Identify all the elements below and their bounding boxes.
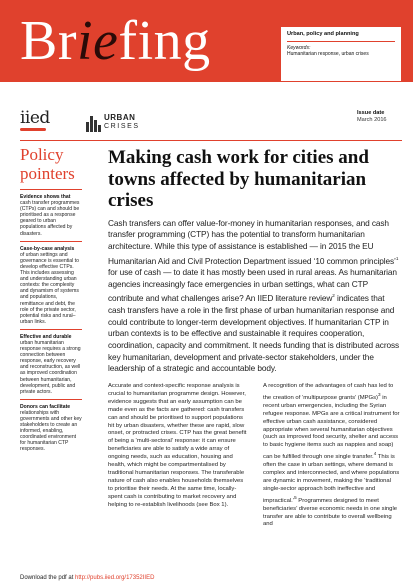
body-text-part: in recent urban emergencies, including the Syrian refugee response. MPGs are a critical instrument for effective urban cash assistance, considered appropriate when several humanitarian objectives (such as improved food security, shelter and access to basic hygiene items such as nappies and soap) can be fulfilled through one single transfer. <box>263 394 400 461</box>
policy-pointer <box>20 242 82 329</box>
brand-part-1: Br <box>20 10 77 72</box>
footnote-ref: 1 <box>395 255 399 261</box>
brand-part-3: fing <box>118 10 211 72</box>
lead-text-part: indicates that cash transfers have a role in the first phase of urban humanitarian response and could contribute to longer-term development objectives. If humanitarian CTP in urban contexts is to be effective and sustainable it requires cooperation, coordination, capacity and commitment. It needs funding that is distributed across key humanitarian, development and private-sector stakeholders, under the leadership of a strategic and accountable body. <box>108 293 400 374</box>
body-text-part: A recognition of the advantages of cash has led to the creation of ‘multipurpose grants’ (MPGs) <box>263 383 394 401</box>
lead-text-part: Cash transfers can offer value-for-money in humanitarian responses, and cash transfer programming (CTP) has the potential to transform humanitarian architecture. While this type of assistance is established — in 2015 the EU Humanitarian Aid and Civil Protection Department issued ‘10 common principles’ <box>108 217 396 266</box>
policy-pointers-title: Policy pointers <box>20 145 75 183</box>
issue-date-block <box>357 110 413 124</box>
iied-logo-text: iied <box>20 108 50 128</box>
iied-logo <box>20 108 50 128</box>
article-main <box>108 147 403 375</box>
footnote-ref: 5 <box>294 494 297 500</box>
pointer-heading: Evidence shows that <box>20 194 71 200</box>
article-title: Making cash work for cities and towns affected by humanitarian crises <box>108 147 369 211</box>
topic-box <box>281 27 401 81</box>
pointer-text: relationships with governments and other key stakeholders to create an informed, enabling, coordinated environment for humanitarian CTP responses. <box>20 409 82 453</box>
iied-logo-swoosh <box>20 128 46 131</box>
urban-crises-logo <box>86 113 166 135</box>
briefing-wordmark <box>20 6 211 76</box>
urban-crises-wordmark <box>104 113 140 131</box>
keywords-text: Humanitarian response, urban crises <box>287 51 369 57</box>
policy-pointer <box>20 190 82 241</box>
footnote-ref: 3 <box>378 391 381 397</box>
footnote-ref: 2 <box>332 293 335 299</box>
body-text-part: Programmes designed to meet beneficiaries’ diverse economic needs in one single transfer are able to contribute to overall wellbeing and <box>263 497 398 528</box>
policy-pointers-sidebar <box>20 145 82 457</box>
body-column-left: Accurate and context-specific response analysis is crucial to humanitarian programme design. However, evidence suggests that an early assumption can be made even as the facts are gathered: cash transfers can and should be prioritised to support populations hit by urban disasters, whether these are rapid, slow onset, or protracted crises. CTP has the great benefit of being a ‘multi-sectoral’ response: it can ensure beneficiaries are able to satisfy a wide array of ongoing needs, such as education, housing and health, which might be compartmentalised by traditional humanitarian responses. The transferable nature of cash also enables households themselves to prioritise their needs. At the same time, locally-spent cash is contributing to market recovery and helping to re-establish livelihoods (see Box 1). <box>108 383 247 508</box>
article-lead-paragraph <box>108 218 403 376</box>
pointer-text: of urban settings and governance is essential to develop effective CTPs. This includes assessing and understanding urban contexts: the complexity and dynamism of systems and populations, remittance and debt, the role of the private sector, potential risks and rural–urban links. <box>20 251 79 325</box>
download-prefix: Download the pdf at <box>20 575 76 581</box>
brand-part-2: ie <box>77 10 119 72</box>
footnote-ref: 4 <box>373 451 377 457</box>
pointer-heading: Case-by-case analysis <box>20 245 75 252</box>
urban-word: URBAN <box>104 113 136 122</box>
pointer-text: cash transfer programmes (CTPs) can and should be prioritised as a response geared to urban populations affected by disasters. <box>20 200 80 237</box>
body-text-part: This is often the case in urban settings, where demand is complex and interconnected, and where populations are dynamic in movement, making the ‘traditional single-sector approach both ineffective and impractical.’ <box>263 454 400 504</box>
briefing-header-band <box>0 0 413 82</box>
download-pdf-link[interactable]: http://pubs.iied.org/17352IIED <box>75 575 155 581</box>
urban-crises-mark-icon <box>86 114 100 132</box>
pointer-text: urban humanitarian response requires a strong connection between response, early recovery and reconstruction, as well as improved coordination between humanitarian, development, public and private actors. <box>20 339 81 395</box>
issue-date-value: March 2016 <box>357 117 387 123</box>
keywords-label: Keywords: <box>287 45 311 51</box>
policy-pointer <box>20 400 82 457</box>
body-column-right <box>263 383 403 529</box>
pointer-heading: Donors can facilitate <box>20 403 71 410</box>
issue-date-label: Issue date <box>357 110 385 116</box>
policy-pointer <box>20 330 82 399</box>
topic-divider <box>287 41 395 42</box>
top-divider <box>20 140 402 141</box>
topic-label: Urban, policy and planning <box>287 31 359 37</box>
lead-text-part: for use of cash — to date it has mostly been used in rural areas. As humanitarian agencies increasingly face emergencies in urban settings, what can CTP contribute and what challenges arise? An IIED literature review <box>108 267 397 304</box>
download-footer <box>20 575 154 581</box>
crises-word: CRISES <box>104 123 140 130</box>
pointer-heading: Effective and durable <box>20 333 72 340</box>
